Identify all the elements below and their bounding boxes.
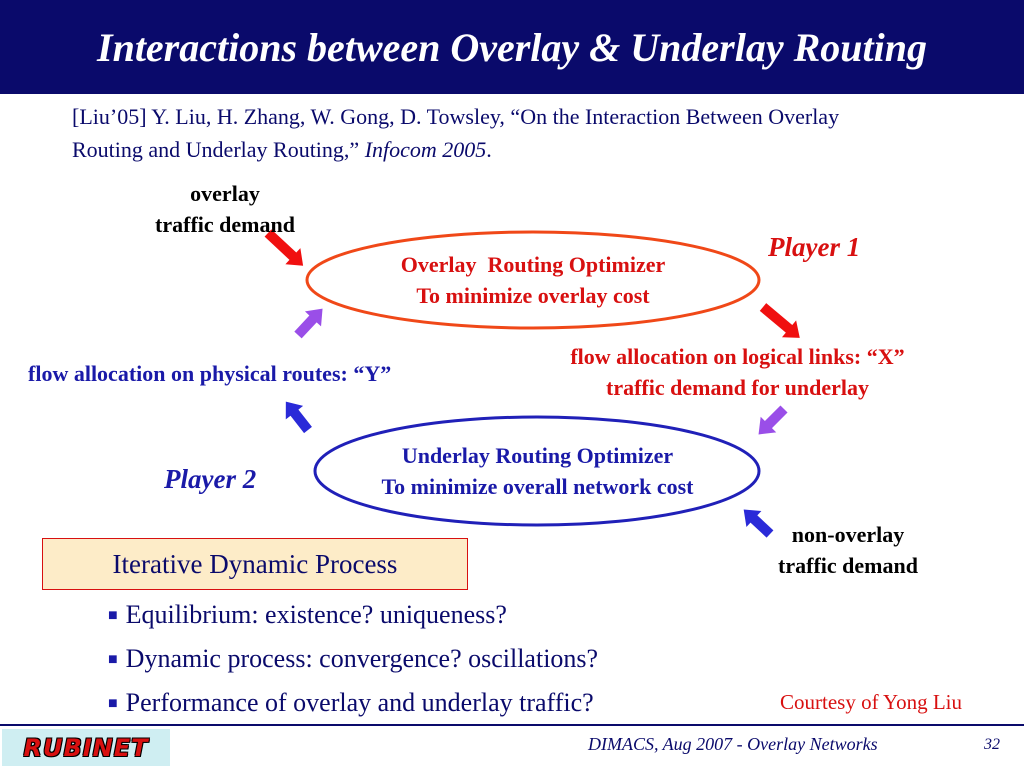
process-bullet-list [108, 595, 598, 727]
overlay-routing-optimizer: Overlay Routing Optimizer To minimize overlay cost [400, 252, 666, 308]
courtesy-credit: Courtesy of Yong Liu [780, 690, 963, 714]
rubinet-logo: RUBINET [2, 729, 170, 766]
bullet-item: ■ Performance of overlay and underlay traffic? [108, 688, 594, 717]
square-bullet-icon: ■ [108, 651, 118, 668]
logical-links-arrow [756, 299, 807, 347]
physical-routes-up-arrow [290, 301, 331, 342]
physical-routes-label: flow allocation on physical routes: “Y” [28, 361, 392, 386]
underlay-to-routes-arrow [277, 395, 317, 437]
player-1-label: Player 1 [768, 232, 861, 262]
iterative-dynamic-process-box: Iterative Dynamic Process [42, 538, 468, 590]
footer-event-text: DIMACS, Aug 2007 - Overlay Networks [588, 734, 878, 754]
bullet-item: ■ Dynamic process: convergence? oscillations? [108, 644, 599, 673]
player-2-label: Player 2 [164, 464, 257, 494]
non-overlay-traffic-demand-label: non-overlay traffic demand [778, 522, 918, 578]
square-bullet-icon: ■ [108, 695, 118, 712]
footer-divider [0, 724, 1024, 726]
underlay-routing-optimizer: Underlay Routing Optimizer To minimize overall network cost [381, 443, 694, 499]
reference-text: [Liu’05] Y. Liu, H. Zhang, W. Gong, D. Towsley, “On the Interaction Between Overlay Routing and Underlay Routing,” [72, 104, 840, 162]
reference-venue: Infocom 2005 [364, 137, 487, 162]
square-bullet-icon: ■ [108, 607, 118, 624]
page-number: 32 [984, 736, 1000, 753]
reference-end: . [486, 137, 492, 162]
logical-links-label: flow allocation on logical links: “X” traffic demand for underlay [570, 344, 905, 400]
bullet-item: ■ Equilibrium: existence? uniqueness? [108, 600, 507, 629]
overlay-traffic-demand-label: overlay traffic demand [155, 181, 295, 237]
slide-title: Interactions between Overlay & Underlay Routing [97, 25, 927, 70]
underlay-demand-arrow [751, 401, 792, 442]
